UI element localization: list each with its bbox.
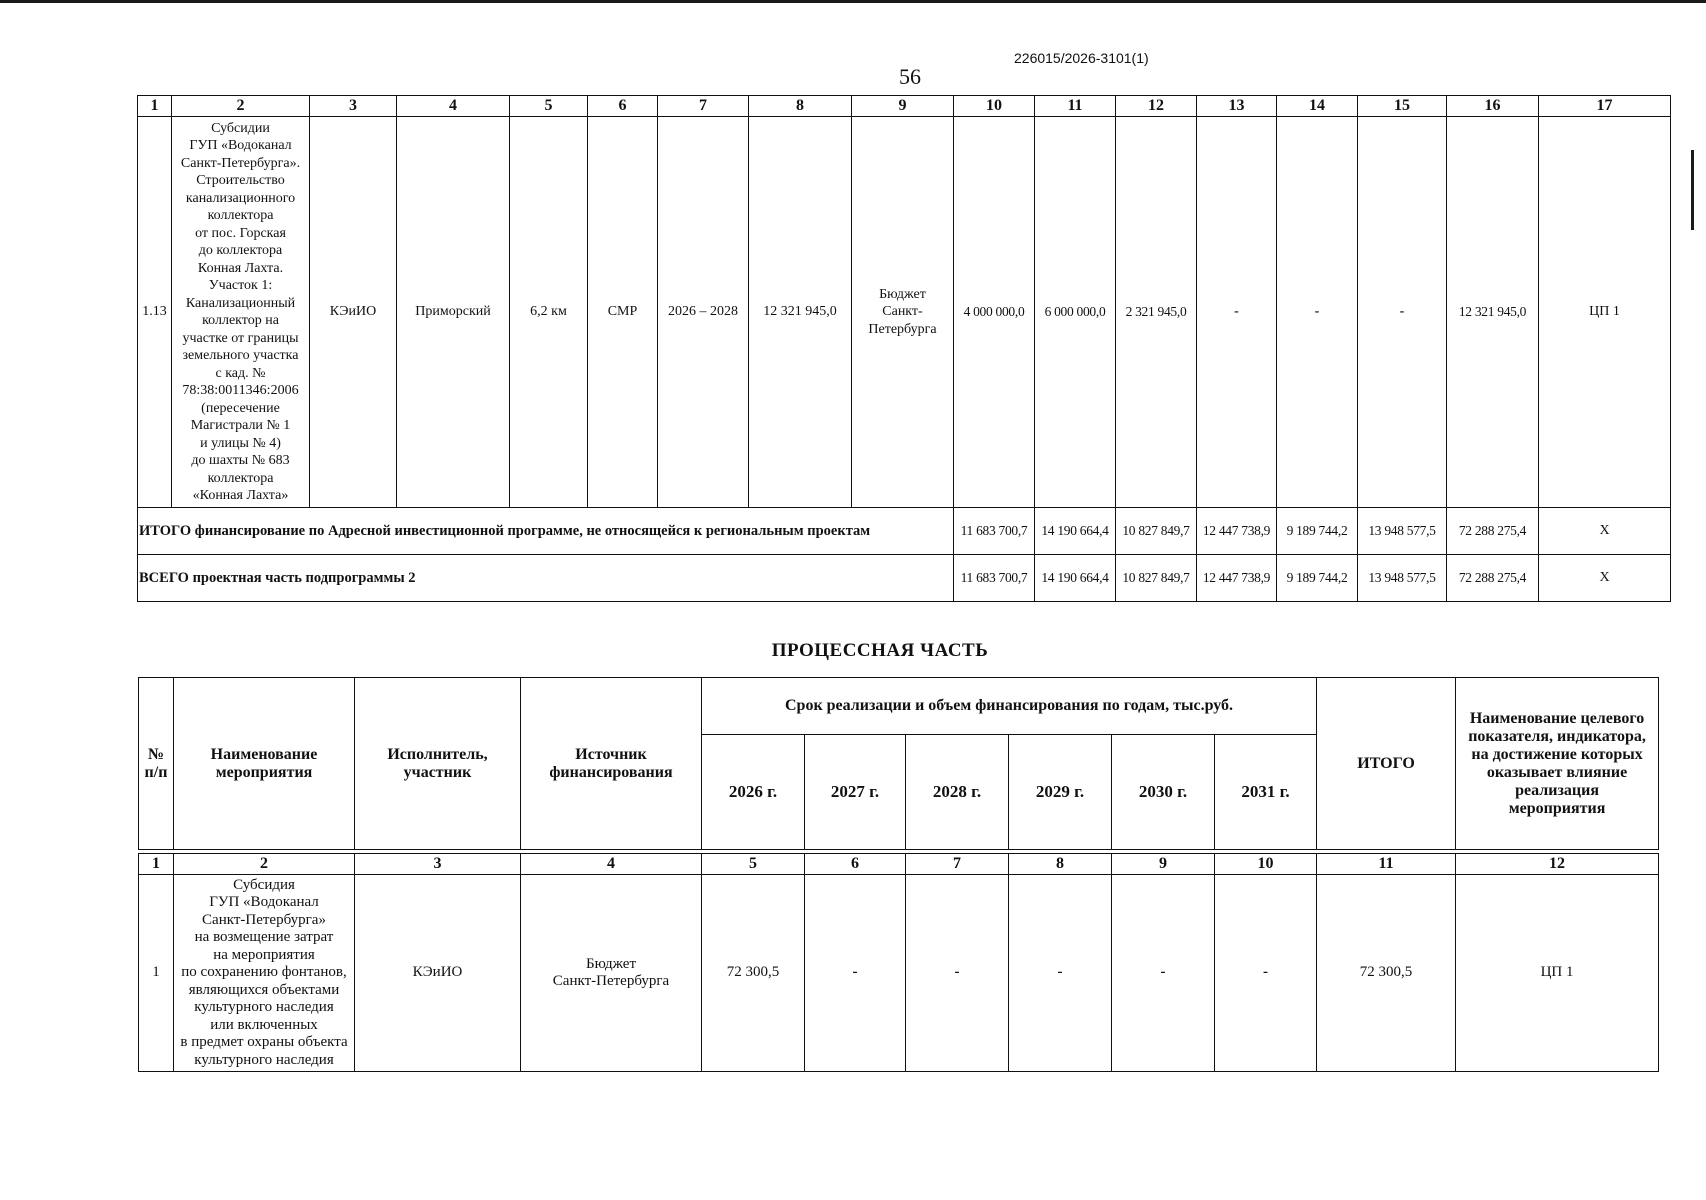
header-source: Источник финансирования xyxy=(521,678,702,850)
header-year: 2031 г. xyxy=(1215,735,1317,850)
header-year: 2028 г. xyxy=(906,735,1009,850)
header-year: 2029 г. xyxy=(1009,735,1112,850)
length: 6,2 км xyxy=(510,117,588,508)
vsego-value: 72 288 275,4 xyxy=(1447,555,1539,602)
header-target: Наименование целевого показателя, индикатора, на достижение которых оказывает влияние реализация мероприятия xyxy=(1456,678,1659,850)
funding-source: Бюджет Санкт-Петербурга xyxy=(521,875,702,1072)
value-2030: - xyxy=(1112,875,1215,1072)
col-num: 13 xyxy=(1197,96,1277,117)
vsego-value: 9 189 744,2 xyxy=(1277,555,1358,602)
row-total: 12 321 945,0 xyxy=(1447,117,1539,508)
header-year: 2027 г. xyxy=(805,735,906,850)
measure-name: Субсидии ГУП «Водоканал Санкт-Петербурга». Строительство канализационного коллектора от пос. Горская до коллектора Конная Лахта. Участок 1: Канализационный коллектор на участке от границы земельного участка с кад. № 78:38:0011346:2006 (пересечение Магистрали № 1 и улицы № 4) до шахты № 683 коллектора «Конная Лахта» xyxy=(172,117,310,508)
district: Приморский xyxy=(397,117,510,508)
measure-name: Субсидия ГУП «Водоканал Санкт-Петербурга» на возмещение затрат на мероприятия по сохранению фонтанов, являющихся объектами культурного наследия или включенных в предмет охраны объекта культурного наследия xyxy=(174,875,355,1072)
value-2026: 72 300,5 xyxy=(702,875,805,1072)
estimate: 12 321 945,0 xyxy=(749,117,852,508)
itogo-value: 12 447 738,9 xyxy=(1197,508,1277,555)
header-year: 2026 г. xyxy=(702,735,805,850)
itogo-value: 11 683 700,7 xyxy=(954,508,1035,555)
col-num: 2 xyxy=(174,854,355,875)
col-num: 6 xyxy=(805,854,906,875)
vsego-value: 12 447 738,9 xyxy=(1197,555,1277,602)
table-row xyxy=(138,117,1671,508)
col-num: 11 xyxy=(1317,854,1456,875)
vsego-value: 13 948 577,5 xyxy=(1358,555,1447,602)
value-2031: - xyxy=(1215,875,1317,1072)
col-num: 9 xyxy=(1112,854,1215,875)
col-num: 4 xyxy=(397,96,510,117)
col-num: 5 xyxy=(510,96,588,117)
vsego-value: 14 190 664,4 xyxy=(1035,555,1116,602)
col-num: 9 xyxy=(852,96,954,117)
row-total: 72 300,5 xyxy=(1317,875,1456,1072)
vsego-value: 11 683 700,7 xyxy=(954,555,1035,602)
header-row xyxy=(139,678,1659,735)
col-num: 12 xyxy=(1456,854,1659,875)
period: 2026 – 2028 xyxy=(658,117,749,508)
col-num: 12 xyxy=(1116,96,1197,117)
value-2029: - xyxy=(1009,875,1112,1072)
col-num: 2 xyxy=(172,96,310,117)
col-num: 8 xyxy=(1009,854,1112,875)
itogo-value: 9 189 744,2 xyxy=(1277,508,1358,555)
page-number: 56 xyxy=(899,64,921,89)
col-num: 14 xyxy=(1277,96,1358,117)
section-title: ПРОЦЕССНАЯ ЧАСТЬ xyxy=(771,640,989,661)
col-num: 6 xyxy=(588,96,658,117)
col-num: 4 xyxy=(521,854,702,875)
row-number: 1.13 xyxy=(138,117,172,508)
column-number-row xyxy=(139,854,1659,875)
vsego-label: ВСЕГО проектная часть подпрограммы 2 xyxy=(138,555,954,602)
col-num: 3 xyxy=(310,96,397,117)
itogo-value: 14 190 664,4 xyxy=(1035,508,1116,555)
vsego-row xyxy=(138,555,1671,602)
table-row xyxy=(139,875,1659,1072)
vsego-value: Х xyxy=(1539,555,1671,602)
itogo-label: ИТОГО финансирование по Адресной инвестиционной программе, не относящейся к региональным проектам xyxy=(138,508,954,555)
column-number-row xyxy=(138,96,1671,117)
project-part-table xyxy=(137,95,1671,602)
col-num: 8 xyxy=(749,96,852,117)
col-num: 1 xyxy=(139,854,174,875)
value-2027: 6 000 000,0 xyxy=(1035,117,1116,508)
col-num: 7 xyxy=(906,854,1009,875)
itogo-value: 13 948 577,5 xyxy=(1358,508,1447,555)
col-num: 17 xyxy=(1539,96,1671,117)
itogo-value: 72 288 275,4 xyxy=(1447,508,1539,555)
vsego-value: 10 827 849,7 xyxy=(1116,555,1197,602)
col-num: 5 xyxy=(702,854,805,875)
funding-source: Бюджет Санкт- Петербурга xyxy=(852,117,954,508)
scan-right-edge xyxy=(1691,150,1694,230)
itogo-value: 10 827 849,7 xyxy=(1116,508,1197,555)
executor: КЭиИО xyxy=(310,117,397,508)
col-num: 10 xyxy=(1215,854,1317,875)
col-num: 10 xyxy=(954,96,1035,117)
itogo-value: Х xyxy=(1539,508,1671,555)
work-type: СМР xyxy=(588,117,658,508)
document-id: 226015/2026-3101(1) xyxy=(1014,50,1149,66)
executor: КЭиИО xyxy=(355,875,521,1072)
target-indicator: ЦП 1 xyxy=(1539,117,1671,508)
value-2027: - xyxy=(805,875,906,1072)
col-num: 11 xyxy=(1035,96,1116,117)
process-part-table xyxy=(138,677,1659,1072)
value-2026: 4 000 000,0 xyxy=(954,117,1035,508)
scan-top-edge xyxy=(0,0,1706,3)
target-indicator: ЦП 1 xyxy=(1456,875,1659,1072)
header-num: № п/п xyxy=(139,678,174,850)
header-name: Наименование мероприятия xyxy=(174,678,355,850)
value-2029: - xyxy=(1197,117,1277,508)
header-year: 2030 г. xyxy=(1112,735,1215,850)
itogo-row xyxy=(138,508,1671,555)
header-period: Срок реализации и объем финансирования по годам, тыс.руб. xyxy=(702,678,1317,735)
col-num: 7 xyxy=(658,96,749,117)
col-num: 15 xyxy=(1358,96,1447,117)
col-num: 16 xyxy=(1447,96,1539,117)
value-2028: - xyxy=(906,875,1009,1072)
value-2031: - xyxy=(1358,117,1447,508)
col-num: 1 xyxy=(138,96,172,117)
header-total: ИТОГО xyxy=(1317,678,1456,850)
value-2030: - xyxy=(1277,117,1358,508)
row-number: 1 xyxy=(139,875,174,1072)
header-executor: Исполнитель, участник xyxy=(355,678,521,850)
value-2028: 2 321 945,0 xyxy=(1116,117,1197,508)
col-num: 3 xyxy=(355,854,521,875)
